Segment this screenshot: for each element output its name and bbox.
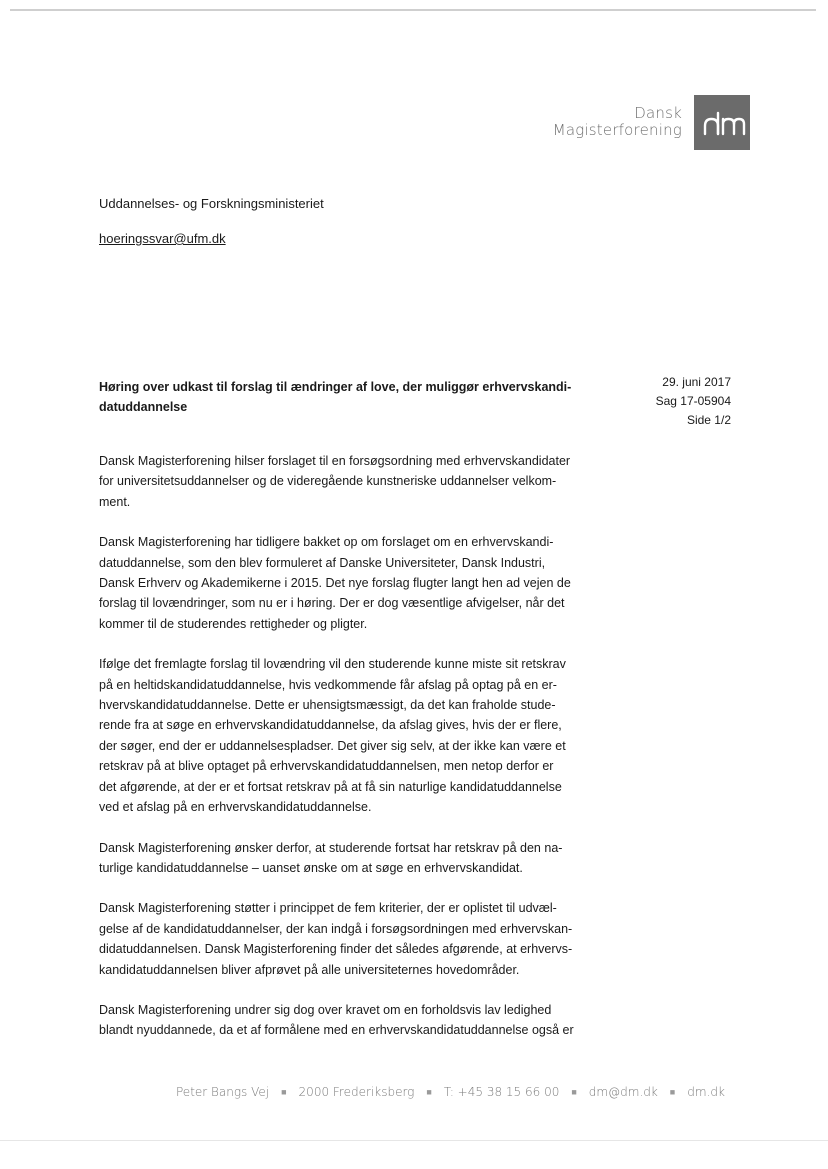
letter-body: [99, 451, 609, 1061]
paragraph: [99, 1000, 609, 1041]
text-line: ved et afslag på en erhvervskandidatuddannelse.: [99, 800, 372, 815]
separator-icon: ■: [571, 1088, 577, 1098]
text-line: rende fra at søge en erhvervskandidatuddannelse, da afslag gives, hvis der er flere,: [99, 718, 562, 733]
text-line: Dansk Magisterforening ønsker derfor, at studerende fortsat har retskrav på den na-: [99, 840, 563, 855]
text-line: på en heltidskandidatuddannelse, hvis vedkommende får afslag på optag på en er-: [99, 677, 557, 692]
footer-address: Peter Bangs Vej: [176, 1085, 270, 1099]
text-line: hvervskandidatuddannelse. Dette er uhensigtsmæssigt, da det kan fraholde stude-: [99, 698, 556, 713]
text-line: datuddannelse, som den blev formuleret af Danske Universiteter, Dansk Industri,: [99, 555, 546, 570]
separator-icon: ■: [426, 1088, 432, 1098]
scan-edge-bottom: [0, 1140, 828, 1141]
text-line: turlige kandidatuddannelse – uanset ønske om at søge en erhvervskandidat.: [99, 860, 523, 875]
text-line: retskrav på at blive optaget på erhvervskandidatuddannelsen, men netop derfor er: [99, 759, 554, 774]
subject-line: datuddannelse: [99, 400, 188, 414]
separator-icon: ■: [669, 1088, 676, 1098]
letter-date: 29. juni 2017: [662, 375, 731, 389]
logo-line-1: Dansk: [634, 104, 682, 122]
text-line: ment.: [99, 494, 131, 509]
letter-subject: [99, 377, 599, 417]
subject-line: Høring over udkast til forslag til ændringer af love, der muliggør erhvervskandi-: [99, 380, 572, 394]
logo-line-2: Magisterforening: [552, 121, 682, 139]
text-line: blandt nyuddannede, da et af formålene med en erhvervskandidatuddannelse også er: [99, 1023, 574, 1038]
text-line: det afgørende, at der er et fortsat retskrav på at få sin naturlige kandidatuddannelse: [99, 779, 562, 794]
text-line: Ifølge det fremlagte forslag til lovændring vil den studerende kunne miste sit retskrav: [99, 657, 566, 672]
dm-logo-icon: [694, 95, 750, 150]
text-line: Dansk Erhverv og Akademikerne i 2015. Det nye forslag flugter langt hen ad vejen de: [99, 576, 571, 591]
page-number: Side 1/2: [686, 413, 731, 427]
paragraph: [99, 532, 609, 634]
text-line: for universitetsuddannelser og de videregående kunstneriske uddannelser velkom-: [99, 474, 557, 489]
text-line: der søger, end der er uddannelsespladser. Det giver sig selv, at der ikke kan være et: [99, 738, 566, 753]
footer-email: dm@dm.dk: [588, 1085, 658, 1099]
paragraph: [99, 898, 609, 980]
text-line: didatuddannelsen. Dansk Magisterforening finder det således afgørende, at erhvervs-: [99, 942, 573, 957]
logo-wordmark: [553, 105, 682, 139]
text-line: gelse af de kandidatuddannelser, der kan indgå i forsøgsordningen med erhvervskan-: [99, 921, 573, 936]
text-line: Dansk Magisterforening har tidligere bakket op om forslaget om en erhvervskandi-: [99, 535, 554, 550]
text-line: kandidatuddannelsen bliver afprøvet på alle universiteternes hovedområder.: [99, 962, 520, 977]
text-line: forslag til lovændringer, som nu er i høring. Der er dog væsentlige afvigelser, når det: [99, 596, 565, 611]
text-line: Dansk Magisterforening hilser forslaget til en forsøgsordning med erhvervskandidater: [99, 454, 571, 468]
recipient-email-link[interactable]: hoeringssvar@ufm.dk: [99, 231, 226, 246]
separator-icon: ■: [281, 1088, 287, 1098]
text-line: Dansk Magisterforening undrer sig dog over kravet om en forholdsvis lav ledighed: [99, 1002, 552, 1017]
paragraph: [99, 654, 609, 817]
footer-city: 2000 Frederiksberg: [298, 1085, 415, 1099]
footer-phone: T: +45 38 15 66 00: [443, 1085, 560, 1099]
text-line: kommer til de studerendes rettigheder og pligter.: [99, 616, 368, 631]
scan-edge-top: [10, 9, 816, 11]
paragraph: [99, 838, 609, 879]
text-line: Dansk Magisterforening støtter i princippet de fem kriterier, der er oplistet til udvæl-: [99, 901, 557, 916]
recipient-name: Uddannelses- og Forskningsministeriet: [99, 196, 324, 211]
case-number: Sag 17-05904: [655, 394, 731, 408]
paragraph: [99, 451, 609, 512]
letter-footer: [176, 1085, 725, 1099]
footer-web: dm.dk: [687, 1085, 725, 1099]
